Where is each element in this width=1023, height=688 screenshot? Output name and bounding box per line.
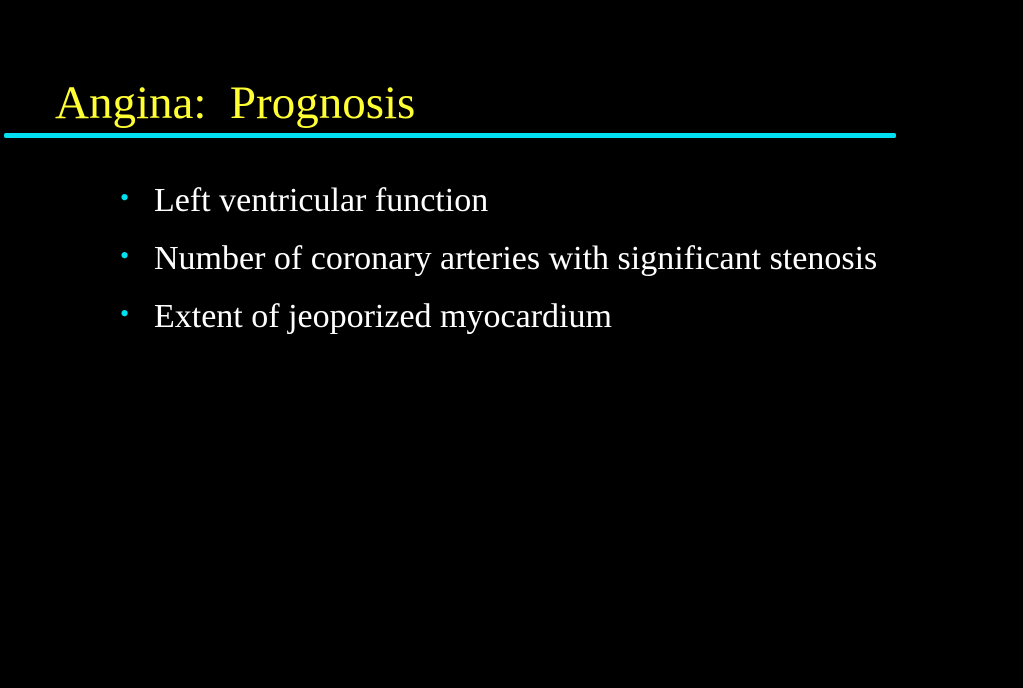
- bullet-dot-icon: •: [120, 299, 130, 328]
- slide-title: Angina: Prognosis: [55, 77, 416, 129]
- bullet-list: [120, 177, 900, 351]
- bullet-dot-icon: •: [120, 241, 130, 270]
- title-underline: [4, 133, 896, 138]
- bullet-text: Extent of jeoporized myocardium: [154, 298, 612, 335]
- bullet-item: [120, 177, 900, 224]
- bullet-item: [120, 235, 900, 282]
- bullet-text: Number of coronary arteries with significant stenosis: [154, 240, 878, 277]
- bullet-text: Left ventricular function: [154, 182, 489, 219]
- bullet-dot-icon: •: [120, 183, 130, 212]
- bullet-item: [120, 293, 900, 340]
